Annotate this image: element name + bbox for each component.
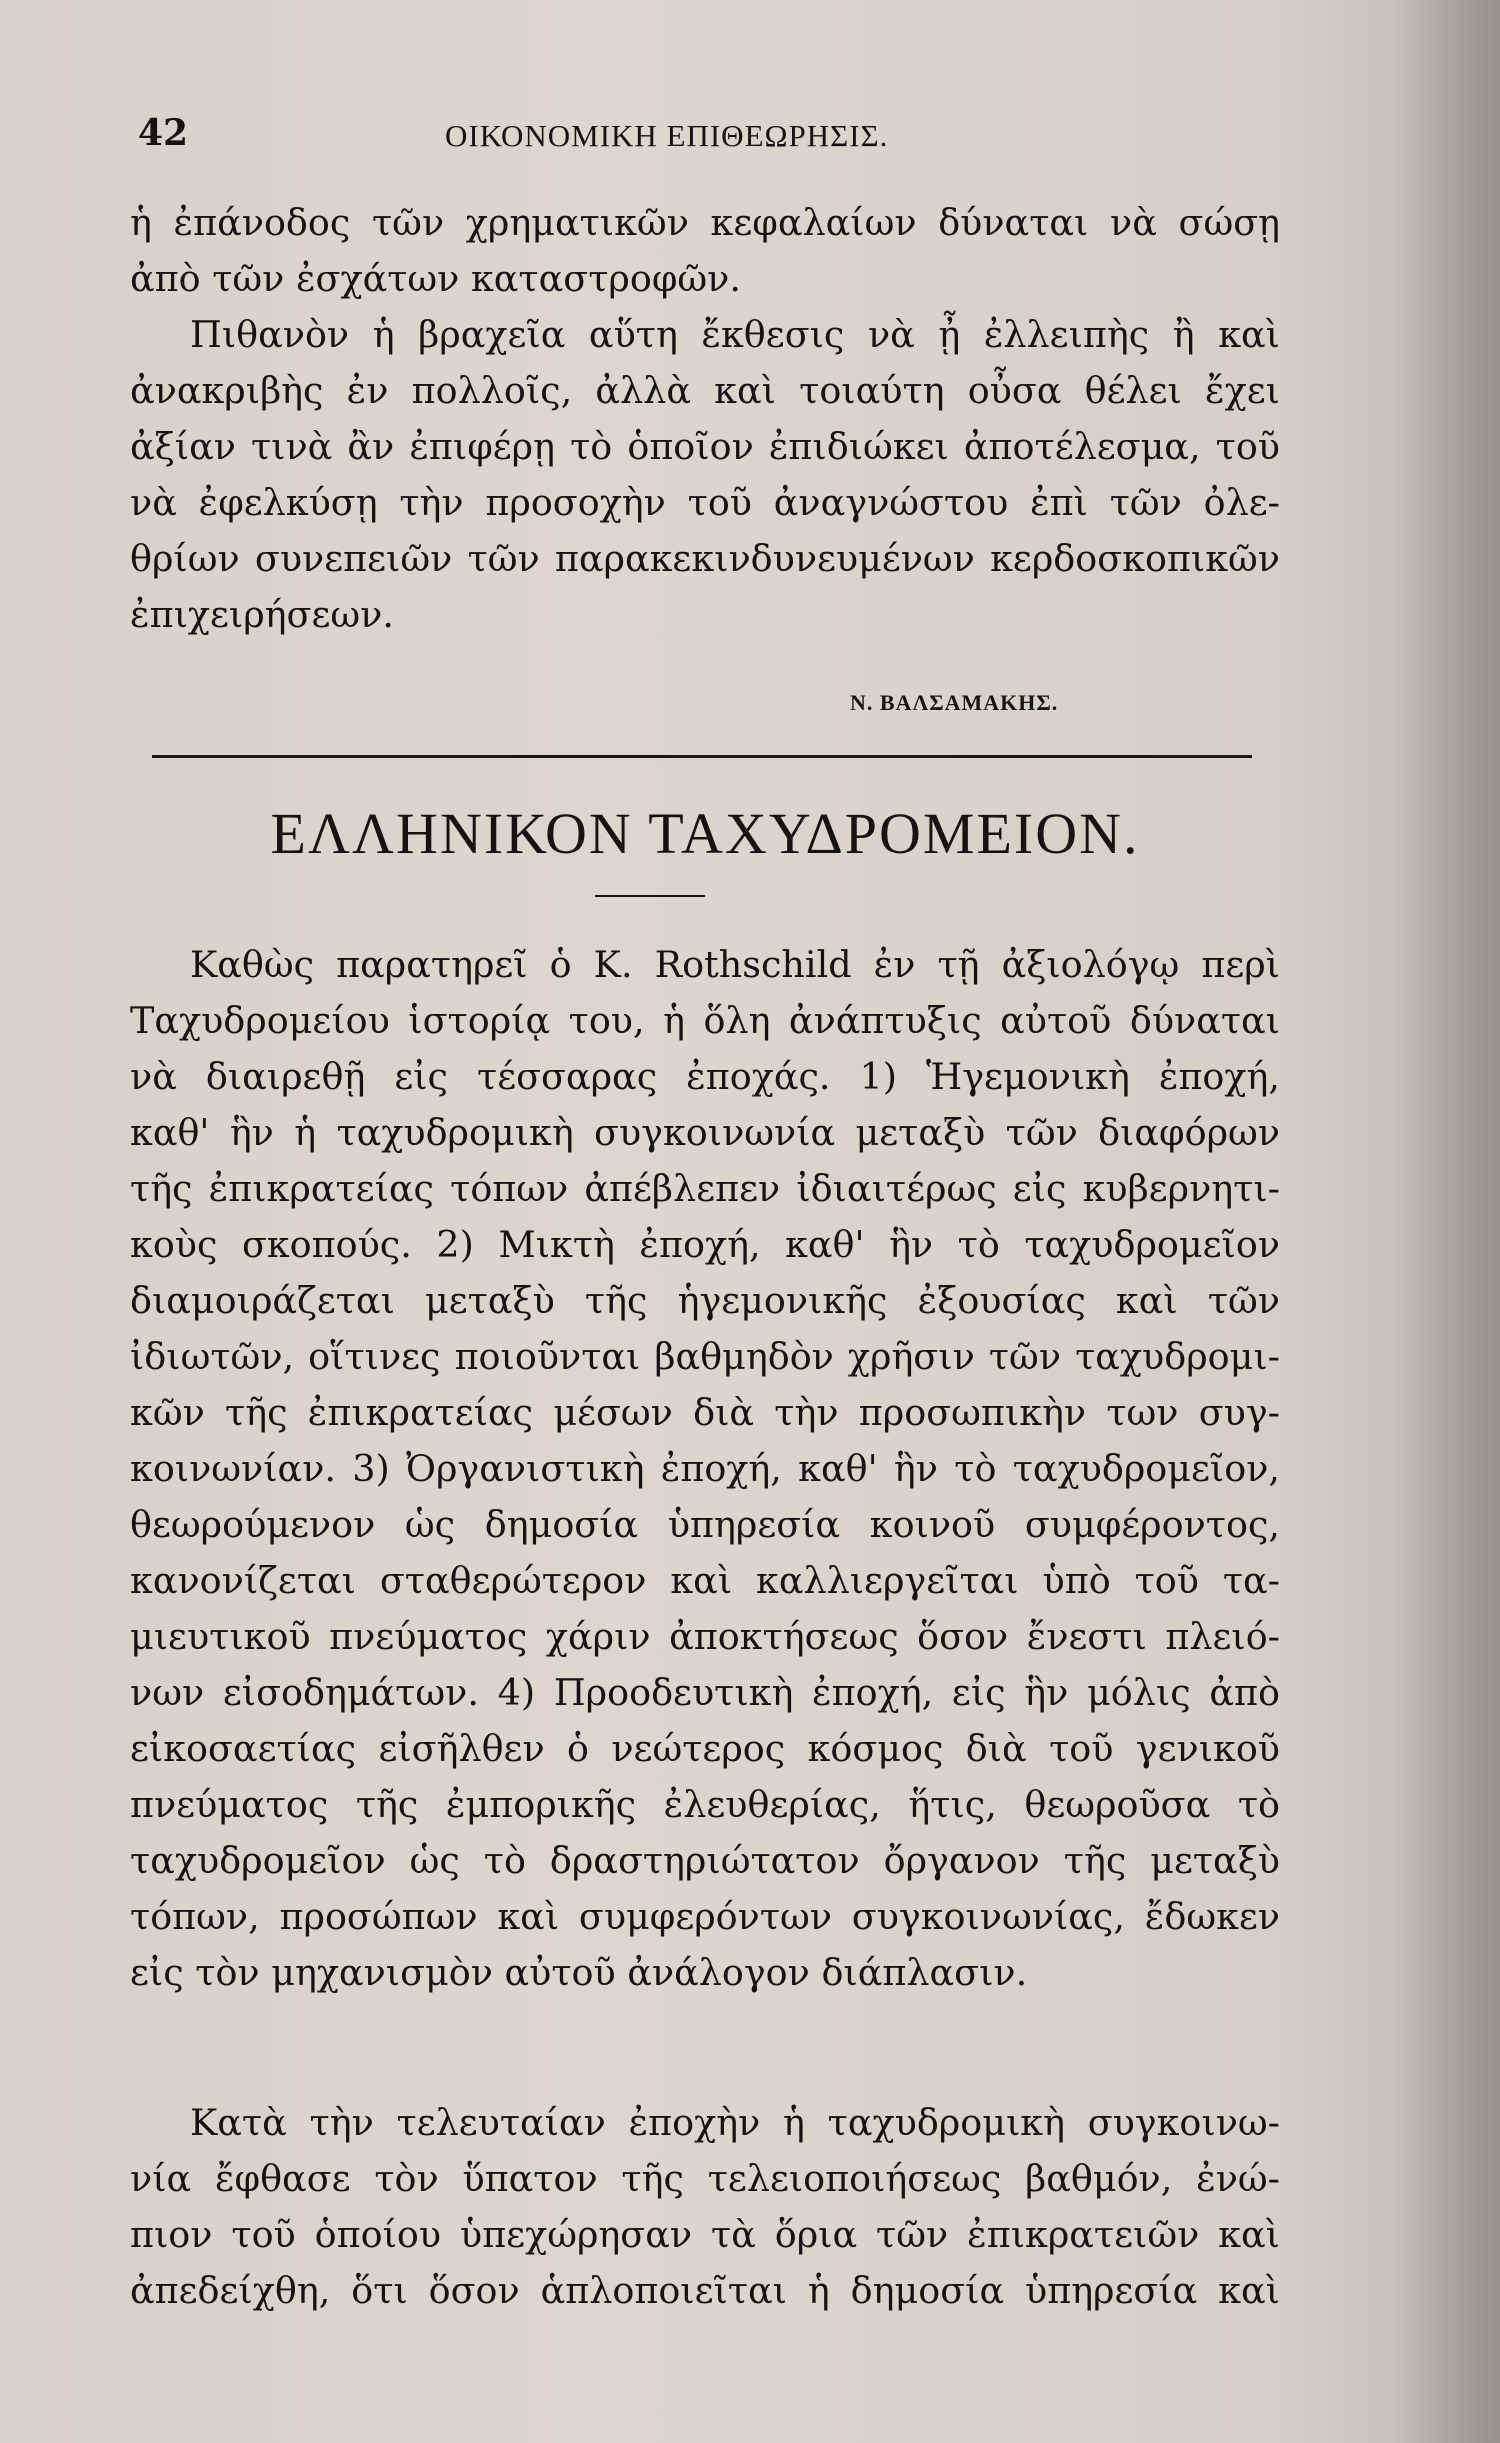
text-line: ἡ ἐπάνοδος τῶν χρηματικῶν κεφαλαίων δύναται νὰ σώσῃ [130,201,1280,244]
section-divider [152,755,1252,758]
text-line: καθ' ἣν ἡ ταχυδρομικὴ συγκοινωνία μεταξὺ τῶν διαφόρων [130,1111,1280,1154]
text-line: κοὺς σκοπούς. 2) Μικτὴ ἐποχή, καθ' ἣν τὸ ταχυδρομεῖον [130,1223,1280,1266]
text-line: νων εἰσοδημάτων. 4) Προοδευτικὴ ἐποχή, εἰς ἣν μόλις ἀπὸ [130,1671,1280,1714]
text-line: ἀξίαν τινὰ ἂν ἐπιφέρῃ τὸ ὁποῖον ἐπιδιώκει ἀποτέλεσμα, τοῦ [130,425,1280,468]
article-end-paragraph-2 [130,307,1280,643]
section-paragraph-2 [130,2095,1280,2319]
title-underline [595,895,705,897]
text-line: κῶν τῆς ἐπικρατείας μέσων διὰ τὴν προσωπικὴν των συγ- [130,1391,1280,1434]
text-line: ἐπιχειρήσεων. [130,593,394,636]
text-line: νία ἔφθασε τὸν ὕπατον τῆς τελειοποιήσεως βαθμόν, ἐνώ- [130,2157,1280,2200]
text-line: εἰς τὸν μηχανισμὸν αὐτοῦ ἀνάλογον διάπλασιν. [130,1951,1028,1994]
text-line: πιον τοῦ ὁποίου ὑπεχώρησαν τὰ ὅρια τῶν ἐπικρατειῶν καὶ [130,2213,1280,2256]
text-line: νὰ διαιρεθῇ εἰς τέσσαρας ἐποχάς. 1) Ἡγεμονικὴ ἐποχή, [130,1055,1280,1098]
text-line: ταχυδρομεῖον ὡς τὸ δραστηριώτατον ὄργανον τῆς μεταξὺ [130,1839,1280,1882]
page-binding-shadow [1390,0,1500,2443]
text-line: ἀνακριβὴς ἐν πολλοῖς, ἀλλὰ καὶ τοιαύτη οὖσα θέλει ἔχει [130,369,1280,412]
text-line: πνεύματος τῆς ἐμπορικῆς ἐλευθερίας, ἥτις, θεωροῦσα τὸ [130,1783,1280,1826]
text-line: ἀπεδείχθη, ὅτι ὅσον ἁπλοποιεῖται ἡ δημοσία ὑπηρεσία καὶ [130,2269,1280,2312]
text-line: τῆς ἐπικρατείας τόπων ἀπέβλεπεν ἰδιαιτέρως εἰς κυβερνητι- [130,1167,1280,1210]
section-paragraph-1 [130,937,1280,2001]
text-line: θεωρούμενον ὡς δημοσία ὑπηρεσία κοινοῦ συμφέροντος, [130,1503,1280,1546]
page-number: 42 [138,112,189,154]
author-signature: Ν. ΒΑΛΣΑΜΑΚΗΣ. [850,690,1059,715]
article-end-paragraph-1 [130,195,1280,307]
text-line: Καθὼς παρατηρεῖ ὁ Κ. Rothschild ἐν τῇ ἀξιολόγῳ περὶ [190,943,1280,986]
text-line: ἀπὸ τῶν ἐσχάτων καταστροφῶν. [130,257,741,300]
running-head: ΟΙΚΟΝΟΜΙΚΗ ΕΠΙΘΕΩΡΗΣΙΣ. [445,118,889,153]
text-line: διαμοιράζεται μεταξὺ τῆς ἡγεμονικῆς ἐξουσίας καὶ τῶν [130,1279,1280,1322]
text-line: κοινωνίαν. 3) Ὀργανιστικὴ ἐποχή, καθ' ἣν τὸ ταχυδρομεῖον, [130,1447,1280,1490]
text-line: μιευτικοῦ πνεύματος χάριν ἀποκτήσεως ὅσον ἔνεστι πλειό- [130,1615,1280,1658]
section-title: ΕΛΛΗΝΙΚΟΝ ΤΑΧΥΔΡΟΜΕΙΟΝ. [270,801,1140,866]
text-line: εἰκοσαετίας εἰσῆλθεν ὁ νεώτερος κόσμος διὰ τοῦ γενικοῦ [130,1727,1280,1770]
text-line: τόπων, προσώπων καὶ συμφερόντων συγκοινωνίας, ἔδωκεν [130,1895,1280,1938]
text-line: θρίων συνεπειῶν τῶν παρακεκινδυνευμένων κερδοσκοπικῶν [130,537,1280,580]
text-line: Κατὰ τὴν τελευταίαν ἐποχὴν ἡ ταχυδρομικὴ συγκοινω- [190,2101,1280,2144]
text-line: νὰ ἐφελκύσῃ τὴν προσοχὴν τοῦ ἀναγνώστου ἐπὶ τῶν ὀλε- [130,481,1280,524]
text-line: ἰδιωτῶν, οἵτινες ποιοῦνται βαθμηδὸν χρῆσιν τῶν ταχυδρομι- [130,1335,1280,1378]
text-line: Πιθανὸν ἡ βραχεῖα αὕτη ἔκθεσις νὰ ᾖ ἐλλειπὴς ἢ καὶ [190,313,1280,356]
text-line: Ταχυδρομείου ἱστορίᾳ του, ἡ ὅλη ἀνάπτυξις αὐτοῦ δύναται [130,999,1280,1042]
text-line: κανονίζεται σταθερώτερον καὶ καλλιεργεῖται ὑπὸ τοῦ τα- [130,1559,1280,1602]
page-header [130,112,1280,162]
